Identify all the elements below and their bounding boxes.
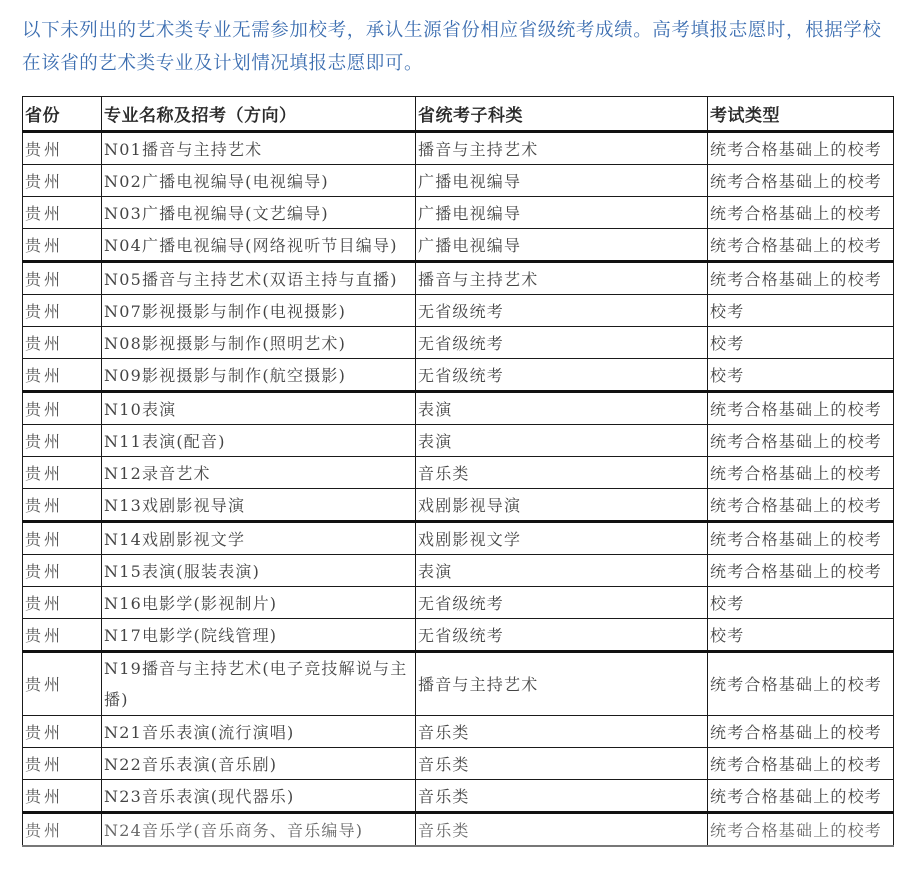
cell-exam-type: 校考 (708, 587, 894, 619)
table-body (23, 132, 894, 847)
cell-province: 贵州 (23, 457, 102, 489)
cell-exam-type: 统考合格基础上的校考 (708, 197, 894, 229)
cell-major: N22音乐表演(音乐剧) (102, 748, 416, 780)
cell-major: N11表演(配音) (102, 425, 416, 457)
header-subject: 省统考子科类 (416, 97, 708, 132)
cell-province: 贵州 (23, 327, 102, 359)
table-row (23, 262, 894, 295)
cell-province: 贵州 (23, 262, 102, 295)
cell-subject: 戏剧影视文学 (416, 522, 708, 555)
cell-major: N23音乐表演(现代器乐) (102, 780, 416, 813)
header-major: 专业名称及招考（方向） (102, 97, 416, 132)
cell-major: N13戏剧影视导演 (102, 489, 416, 522)
cell-subject: 戏剧影视导演 (416, 489, 708, 522)
table-row (23, 197, 894, 229)
cell-subject: 音乐类 (416, 780, 708, 813)
cell-major: N08影视摄影与制作(照明艺术) (102, 327, 416, 359)
cell-exam-type: 校考 (708, 359, 894, 392)
cell-subject: 播音与主持艺术 (416, 132, 708, 165)
table-row (23, 587, 894, 619)
cell-major: N19播音与主持艺术(电子竞技解说与主播) (102, 652, 416, 716)
cell-exam-type: 统考合格基础上的校考 (708, 748, 894, 780)
cell-subject: 音乐类 (416, 716, 708, 748)
cell-province: 贵州 (23, 425, 102, 457)
cell-major: N01播音与主持艺术 (102, 132, 416, 165)
cell-exam-type: 校考 (708, 295, 894, 327)
cell-subject: 音乐类 (416, 457, 708, 489)
table-row (23, 359, 894, 392)
cell-exam-type: 统考合格基础上的校考 (708, 262, 894, 295)
table-row (23, 132, 894, 165)
cell-exam-type: 校考 (708, 327, 894, 359)
cell-subject: 表演 (416, 392, 708, 425)
cell-subject: 广播电视编导 (416, 197, 708, 229)
cell-province: 贵州 (23, 132, 102, 165)
cell-exam-type: 统考合格基础上的校考 (708, 425, 894, 457)
intro-paragraph: 以下未列出的艺术类专业无需参加校考，承认生源省份相应省级统考成绩。高考填报志愿时，根据学校在该省的艺术类专业及计划情况填报志愿即可。 (22, 20, 882, 74)
table-row (23, 619, 894, 652)
cell-major: N21音乐表演(流行演唱) (102, 716, 416, 748)
table-row (23, 457, 894, 489)
cell-exam-type: 统考合格基础上的校考 (708, 555, 894, 587)
cell-province: 贵州 (23, 813, 102, 847)
cell-exam-type: 统考合格基础上的校考 (708, 716, 894, 748)
cell-major: N17电影学(院线管理) (102, 619, 416, 652)
cell-exam-type: 统考合格基础上的校考 (708, 780, 894, 813)
cell-province: 贵州 (23, 392, 102, 425)
cell-exam-type: 统考合格基础上的校考 (708, 813, 894, 847)
cell-subject: 无省级统考 (416, 359, 708, 392)
cell-province: 贵州 (23, 489, 102, 522)
cell-subject: 无省级统考 (416, 587, 708, 619)
table-row (23, 716, 894, 748)
cell-exam-type: 统考合格基础上的校考 (708, 229, 894, 262)
table-row (23, 229, 894, 262)
table-row (23, 392, 894, 425)
cell-exam-type: 统考合格基础上的校考 (708, 165, 894, 197)
cell-subject: 音乐类 (416, 748, 708, 780)
cell-province: 贵州 (23, 716, 102, 748)
cell-exam-type: 统考合格基础上的校考 (708, 652, 894, 716)
table-row (23, 165, 894, 197)
cell-exam-type: 统考合格基础上的校考 (708, 132, 894, 165)
cell-province: 贵州 (23, 522, 102, 555)
header-exam-type: 考试类型 (708, 97, 894, 132)
table-row (23, 295, 894, 327)
cell-major: N15表演(服装表演) (102, 555, 416, 587)
cell-subject: 无省级统考 (416, 295, 708, 327)
cell-province: 贵州 (23, 652, 102, 716)
cell-exam-type: 统考合格基础上的校考 (708, 489, 894, 522)
cell-subject: 音乐类 (416, 813, 708, 847)
cell-province: 贵州 (23, 165, 102, 197)
cell-major: N14戏剧影视文学 (102, 522, 416, 555)
cell-major: N24音乐学(音乐商务、音乐编导) (102, 813, 416, 847)
cell-major: N16电影学(影视制片) (102, 587, 416, 619)
cell-province: 贵州 (23, 229, 102, 262)
cell-major: N02广播电视编导(电视编导) (102, 165, 416, 197)
cell-province: 贵州 (23, 748, 102, 780)
cell-province: 贵州 (23, 780, 102, 813)
cell-province: 贵州 (23, 359, 102, 392)
table-row (23, 489, 894, 522)
cell-exam-type: 统考合格基础上的校考 (708, 522, 894, 555)
table-row (23, 813, 894, 847)
cell-province: 贵州 (23, 555, 102, 587)
cell-major: N07影视摄影与制作(电视摄影) (102, 295, 416, 327)
cell-province: 贵州 (23, 197, 102, 229)
table-row (23, 522, 894, 555)
table-row (23, 327, 894, 359)
cell-subject: 广播电视编导 (416, 165, 708, 197)
cell-subject: 无省级统考 (416, 327, 708, 359)
table-row (23, 780, 894, 813)
cell-province: 贵州 (23, 619, 102, 652)
cell-subject: 播音与主持艺术 (416, 652, 708, 716)
table-row (23, 555, 894, 587)
cell-subject: 表演 (416, 425, 708, 457)
cell-exam-type: 校考 (708, 619, 894, 652)
cell-subject: 表演 (416, 555, 708, 587)
cell-major: N03广播电视编导(文艺编导) (102, 197, 416, 229)
cell-subject: 播音与主持艺术 (416, 262, 708, 295)
header-province: 省份 (23, 97, 102, 132)
table-row (23, 748, 894, 780)
cell-major: N04广播电视编导(网络视听节目编导) (102, 229, 416, 262)
cell-subject: 无省级统考 (416, 619, 708, 652)
cell-major: N05播音与主持艺术(双语主持与直播) (102, 262, 416, 295)
cell-major: N12录音艺术 (102, 457, 416, 489)
cell-major: N09影视摄影与制作(航空摄影) (102, 359, 416, 392)
cell-subject: 广播电视编导 (416, 229, 708, 262)
cell-exam-type: 统考合格基础上的校考 (708, 457, 894, 489)
table-header-row (23, 97, 894, 132)
art-majors-table (22, 96, 894, 847)
table-row (23, 652, 894, 716)
cell-major: N10表演 (102, 392, 416, 425)
cell-exam-type: 统考合格基础上的校考 (708, 392, 894, 425)
cell-province: 贵州 (23, 587, 102, 619)
cell-province: 贵州 (23, 295, 102, 327)
table-row (23, 425, 894, 457)
